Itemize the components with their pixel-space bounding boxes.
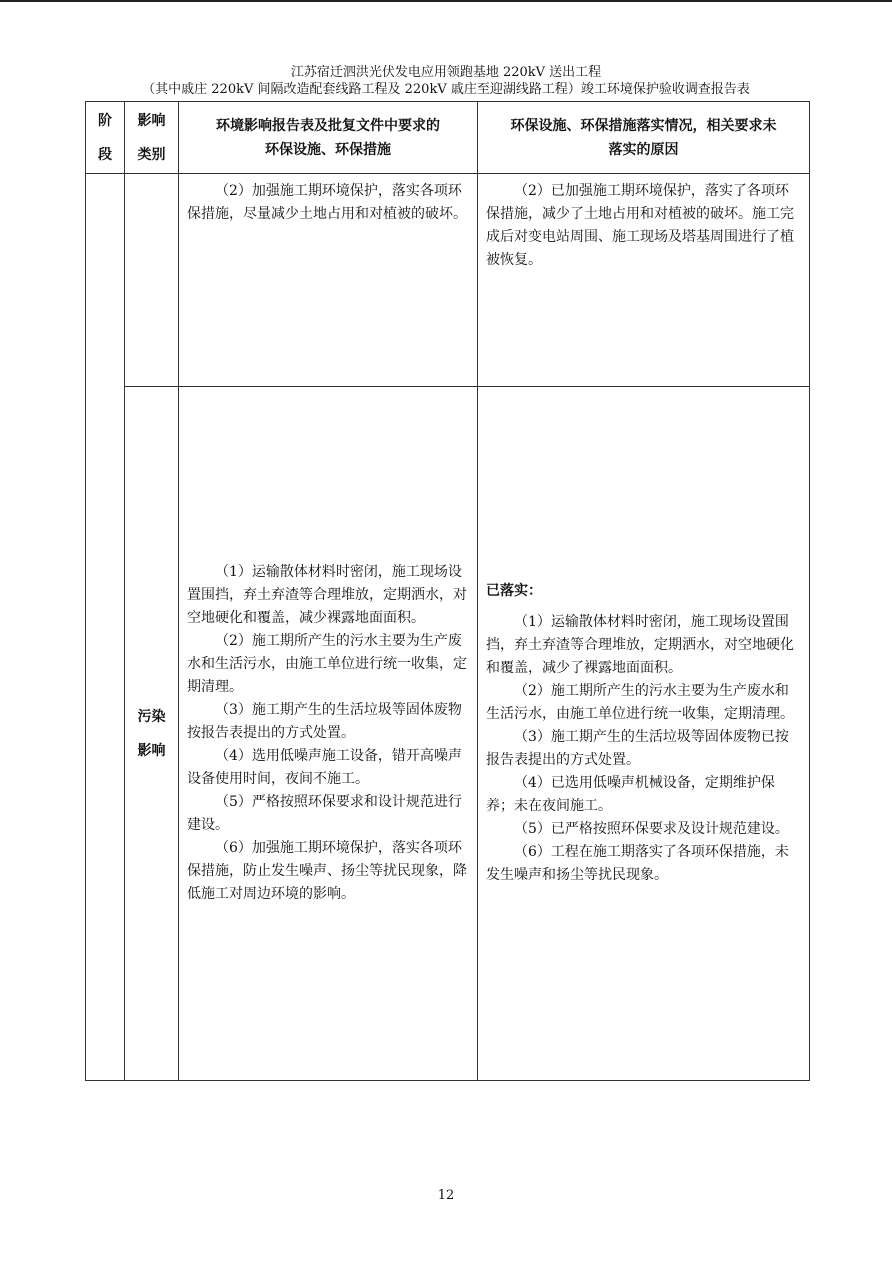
category-cell-pollution <box>125 387 179 1081</box>
measures-table <box>85 101 810 1081</box>
required-measure-cell <box>179 174 478 387</box>
implemented-item-6: （6）工程在施工期落实了各项环保措施，未发生噪声和扬尘等扰民现象。 <box>486 844 789 883</box>
implementation-text: （2）已加强施工期环境保护，落实了各项环保措施，减少了土地占用和对植被的破坏。施工完成后对变电站周围、施工现场及塔基周围进行了植被恢复。 <box>486 183 794 268</box>
required-item-1: （1）运输散体材料时密闭，施工现场设置围挡，弃土弃渣等合理堆放，定期洒水，对空地硬化和覆盖，减少裸露地面面积。 <box>187 564 467 626</box>
header-category-line1: 影响 <box>137 112 166 129</box>
category-cell-empty <box>125 174 179 387</box>
header-stage-line2: 段 <box>98 146 112 163</box>
implemented-label: 已落实： <box>486 583 542 599</box>
table-row <box>86 174 810 387</box>
header-implementation-line1: 环保设施、环保措施落实情况，相关要求未 <box>510 117 777 134</box>
implemented-item-2: （2）施工期所产生的污水主要为生产废水和生活污水，由施工单位进行统一收集，定期清理。 <box>486 683 794 722</box>
required-measures-cell <box>179 387 478 1081</box>
required-item-5: （5）严格按照环保要求和设计规范进行建设。 <box>187 794 462 833</box>
implementation-cell <box>478 174 810 387</box>
table-header-row <box>86 102 810 174</box>
implemented-item-4: （4）已选用低噪声机械设备，定期维护保养；未在夜间施工。 <box>486 775 775 814</box>
table-row <box>86 387 810 1081</box>
required-item-4: （4）选用低噪声施工设备，错开高噪声设备使用时间，夜间不施工。 <box>187 748 462 787</box>
header-category <box>125 102 179 174</box>
header-required-line1: 环境影响报告表及批复文件中要求的 <box>216 117 440 134</box>
header-implementation-line2: 落实的原因 <box>608 141 679 158</box>
category-label-line2: 影响 <box>137 742 166 759</box>
required-item-6: （6）加强施工期环境保护，落实各项环保措施，防止发生噪声、扬尘等扰民现象，降低施工对周边环境的影响。 <box>187 840 467 902</box>
header-stage <box>86 102 125 174</box>
header-category-line2: 类别 <box>137 146 166 163</box>
header-implementation <box>478 102 810 174</box>
header-required-line2: 环保设施、环保措施 <box>265 141 391 158</box>
implemented-item-5: （5）已严格按照环保要求及设计规范建设。 <box>514 821 789 837</box>
header-required-measures <box>179 102 478 174</box>
stage-cell <box>86 174 125 1081</box>
category-label-line1: 污染 <box>137 708 166 725</box>
page-number: 12 <box>437 1188 455 1203</box>
implementation-measures-cell <box>478 387 810 1081</box>
report-title-line1: 江苏宿迁泗洪光伏发电应用领跑基地 220kV 送出工程 <box>290 65 602 80</box>
header-stage-line1: 阶 <box>98 112 112 129</box>
implemented-item-3: （3）施工期产生的生活垃圾等固体废物已按报告表提出的方式处置。 <box>486 729 789 768</box>
required-item-2: （2）施工期所产生的污水主要为生产废水和生活污水，由施工单位进行统一收集，定期清理。 <box>187 633 467 695</box>
implemented-item-1: （1）运输散体材料时密闭，施工现场设置围挡，弃土弃渣等合理堆放，定期洒水，对空地硬化和覆盖，减少了裸露地面面积。 <box>486 614 794 676</box>
top-border-line <box>0 0 892 2</box>
required-item-3: （3）施工期产生的生活垃圾等固体废物按报告表提出的方式处置。 <box>187 702 462 741</box>
report-title-line2: （其中戚庄 220kV 间隔改造配套线路工程及 220kV 戚庄至迎湖线路工程）竣工环境保护验收调查报告表 <box>142 82 750 97</box>
required-measure-text: （2）加强施工期环境保护，落实各项环保措施，尽量减少土地占用和对植被的破坏。 <box>187 183 467 222</box>
